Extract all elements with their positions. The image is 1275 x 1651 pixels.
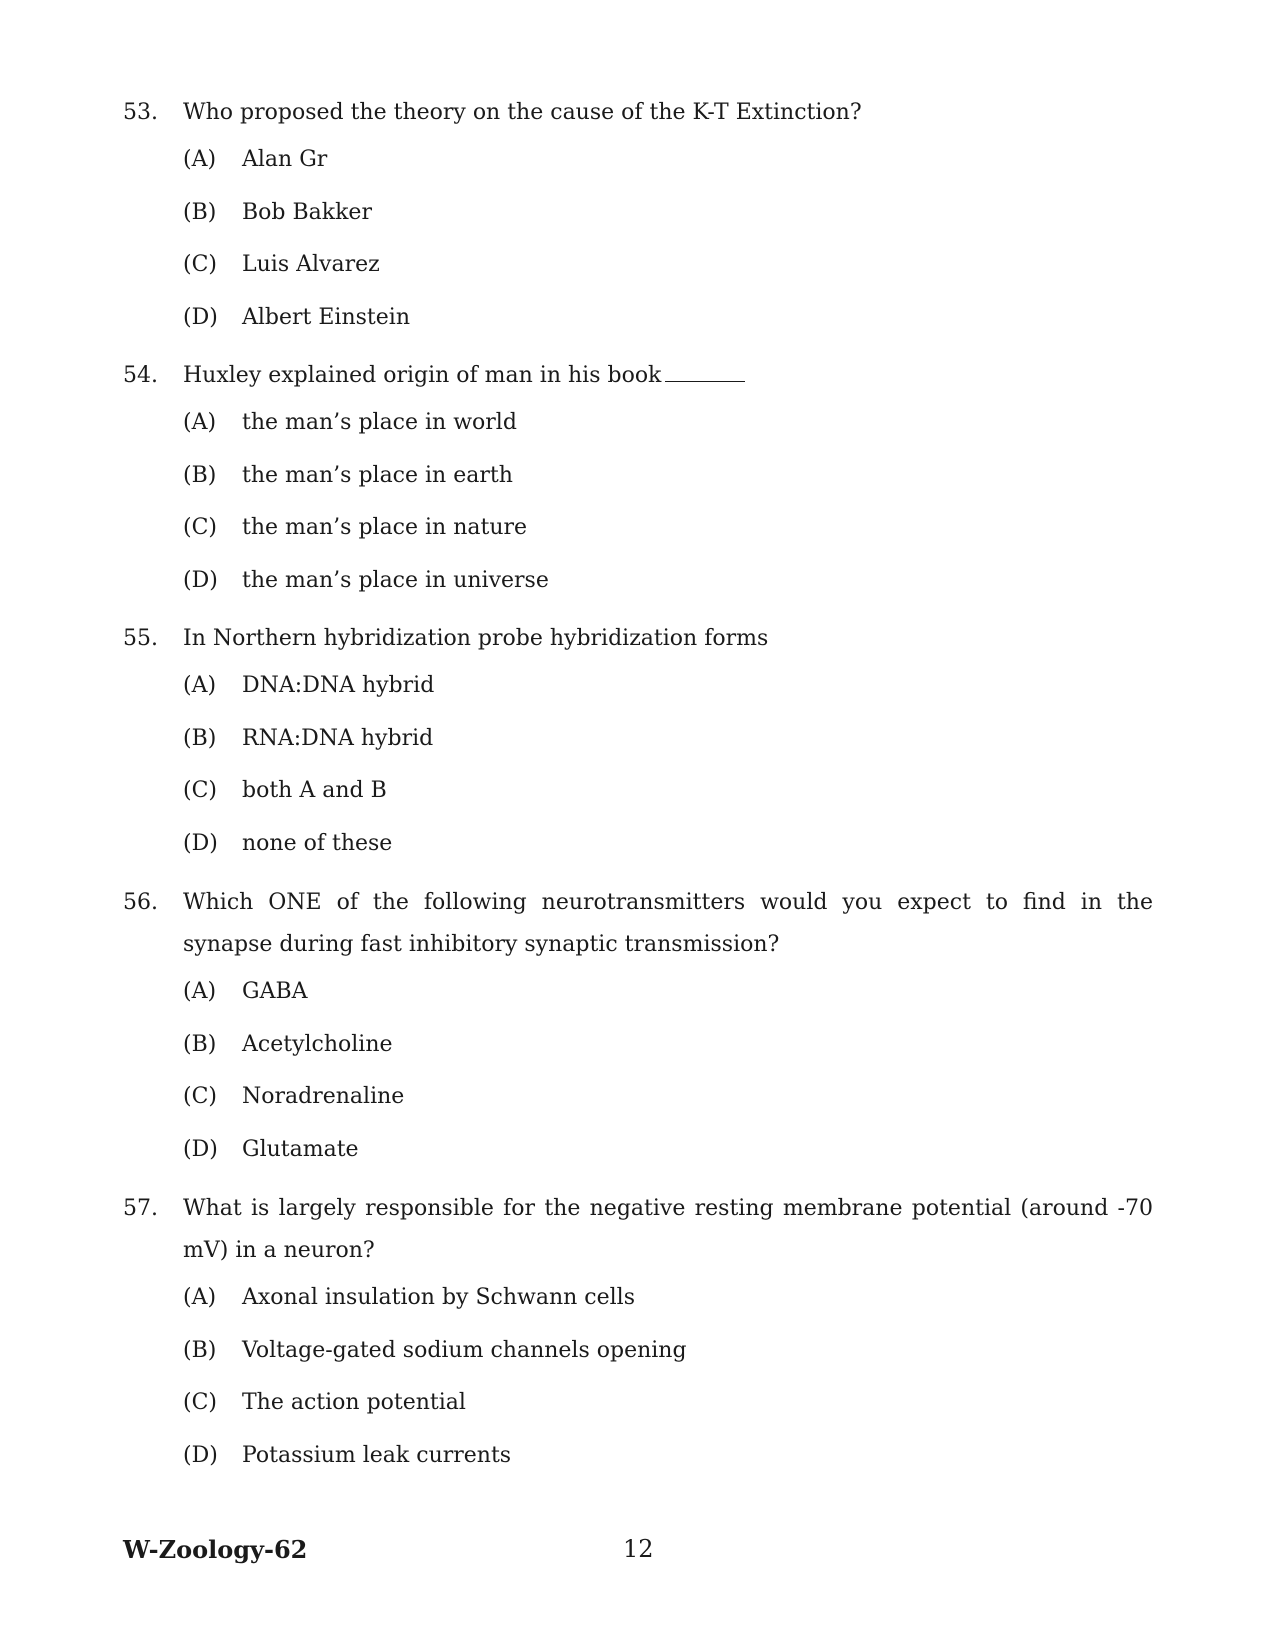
option-letter: (B) [183,199,217,225]
option-list [183,408,1153,618]
option-text: Albert Einstein [242,304,410,330]
option-d [183,303,1153,356]
option-text: Voltage-gated sodium channels opening [242,1337,687,1363]
option-letter: (C) [183,1390,217,1415]
question-text: What is largely responsible for the negative resting membrane potential (around -70 mV) in a neuron? [183,1196,1153,1263]
option-text: Glutamate [242,1136,359,1162]
option-letter: (B) [183,462,217,488]
option-letter: (B) [183,1031,217,1057]
option-text: Acetylcholine [242,1031,393,1057]
option-text: Luis Alvarez [242,252,380,277]
option-list [183,671,1153,881]
option-b [183,1030,1153,1083]
option-a [183,1283,1153,1336]
page-footer [123,1535,1153,1575]
question-text: Which ONE of the following neurotransmitters would you expect to find in the synapse during fast inhibitory synaptic transmission? [183,890,1153,957]
option-letter: (A) [183,979,217,1004]
option-d [183,1441,1153,1494]
question-number: 55. [123,626,158,651]
question-text-line [183,355,1153,397]
option-c [183,250,1153,303]
question-text: Who proposed the theory on the cause of the K-T Extinction? [183,100,862,125]
option-letter: (A) [183,410,217,435]
option-text: the man’s place in nature [242,515,528,540]
option-text: RNA:DNA hybrid [242,725,434,751]
option-letter: (C) [183,252,217,277]
option-letter: (D) [183,1136,218,1162]
option-b [183,724,1153,777]
option-a [183,671,1153,724]
option-text: the man’s place in earth [242,462,513,488]
option-letter: (C) [183,778,217,803]
option-letter: (D) [183,567,218,593]
option-list [183,1283,1153,1493]
option-letter: (C) [183,515,217,540]
option-text: Axonal insulation by Schwann cells [242,1285,636,1310]
option-letter: (D) [183,304,218,330]
option-d [183,829,1153,882]
option-text: none of these [242,830,393,856]
option-letter: (B) [183,725,217,751]
question-number: 56. [123,890,158,915]
option-a [183,977,1153,1030]
option-text: GABA [242,979,308,1004]
option-letter: (A) [183,1285,217,1310]
option-letter: (D) [183,830,218,856]
option-letter: (A) [183,147,217,172]
question-number: 53. [123,100,158,125]
option-a [183,408,1153,461]
question-57 [123,1188,1153,1493]
question-number: 57. [123,1196,158,1221]
question-56 [123,882,1153,1187]
option-text: Noradrenaline [242,1084,405,1109]
option-text: both A and B [242,778,387,803]
page-number: 12 [623,1535,654,1563]
option-list [183,145,1153,355]
option-letter: (B) [183,1337,217,1363]
option-text: the man’s place in universe [242,567,549,593]
option-d [183,566,1153,619]
question-54 [123,355,1153,618]
option-c [183,513,1153,566]
option-d [183,1135,1153,1188]
option-c [183,1082,1153,1135]
option-list [183,977,1153,1187]
option-letter: (A) [183,673,217,698]
option-letter: (C) [183,1084,217,1109]
option-b [183,1336,1153,1389]
option-text: Bob Bakker [242,199,372,225]
option-c [183,1388,1153,1441]
question-53 [123,92,1153,355]
question-text: In Northern hybridization probe hybridization forms [183,626,769,651]
paper-code: W-Zoology-62 [123,1535,308,1564]
option-text: DNA:DNA hybrid [242,673,435,698]
question-text: Huxley explained origin of man in his book [183,363,662,388]
option-a [183,145,1153,198]
option-letter: (D) [183,1442,218,1468]
option-text: the man’s place in world [242,410,517,435]
answer-blank [665,359,745,382]
option-text: The action potential [242,1390,466,1415]
option-text: Potassium leak currents [242,1442,512,1468]
option-text: Alan Gr [242,147,328,172]
question-number: 54. [123,363,158,388]
option-b [183,461,1153,514]
option-c [183,776,1153,829]
question-55 [123,618,1153,881]
option-b [183,198,1153,251]
